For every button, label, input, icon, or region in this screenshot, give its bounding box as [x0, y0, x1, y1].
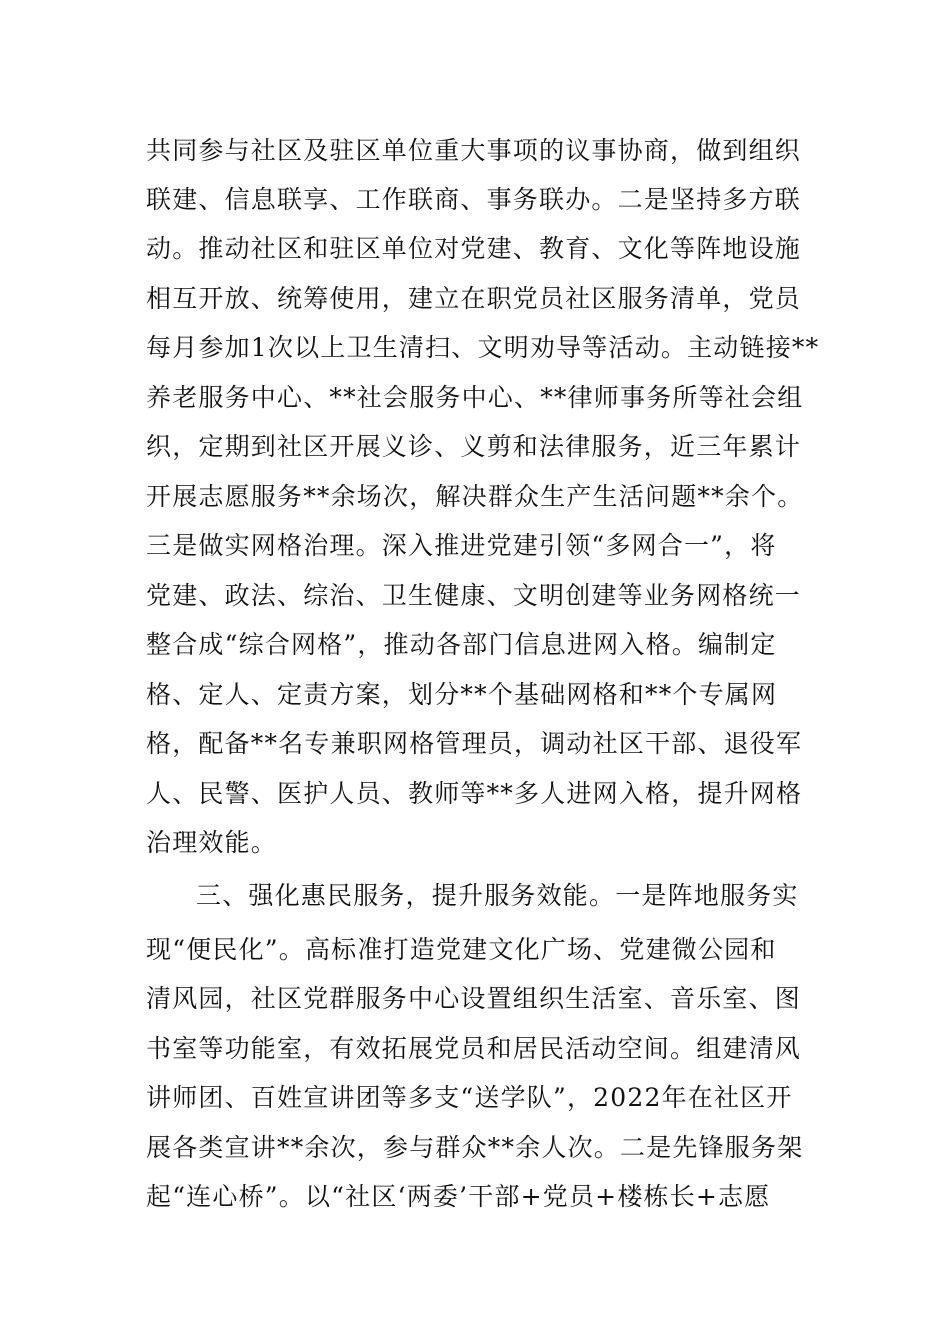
- text-line: 动。推动社区和驻区单位对党建、教育、文化等阵地设施: [146, 234, 802, 263]
- text-line: 清风园，社区党群服务中心设置组织生活室、音乐室、图: [146, 984, 802, 1013]
- text-line: 织，定期到社区开展义诊、义剪和法律服务，近三年累计: [146, 432, 802, 461]
- text-line: 书室等功能室，有效拓展党员和居民活动空间。组建清风: [146, 1034, 802, 1063]
- text-line: 相互开放、统筹使用，建立在职党员社区服务清单，党员: [146, 284, 802, 313]
- text-line: 每月参加1次以上卫生清扫、文明劝导等活动。主动链接**: [146, 333, 820, 362]
- text-line: 养老服务中心、**社会服务中心、**律师事务所等社会组: [146, 383, 804, 412]
- text-line: 开展志愿服务**余场次，解决群众生产生活问题**余个。: [146, 482, 804, 511]
- text-line: 格，配备**名专兼职网格管理员，调动社区干部、退役军: [146, 729, 803, 758]
- text-line: 现“便民化”。高标准打造党建文化广场、党建微公园和: [146, 935, 777, 964]
- text-line: 格、定人、定责方案，划分**个基础网格和**个专属网: [146, 680, 778, 709]
- text-line: 整合成“综合网格”，推动各部门信息进网入格。编制定: [146, 630, 777, 659]
- section-heading-line: 三、强化惠民服务，提升服务效能。一是阵地服务实: [196, 881, 799, 910]
- text-line: 联建、信息联享、工作联商、事务联办。二是坚持多方联: [146, 185, 802, 214]
- text-line: 共同参与社区及驻区单位重大事项的议事协商，做到组织: [146, 136, 802, 165]
- text-line: 人、民警、医护人员、教师等**多人进网入格，提升网格: [146, 779, 803, 808]
- text-line: 起“连心桥”。以“社区‘两委’干部+党员+楼栋长+志愿: [146, 1182, 771, 1211]
- text-line: 治理效能。: [146, 828, 278, 857]
- text-line: 党建、政法、综治、卫生健康、文明创建等业务网格统一: [146, 581, 802, 610]
- text-line: 三是做实网格治理。深入推进党建引领“多网合一”，将: [146, 531, 777, 560]
- text-line: 展各类宣讲**余次，参与群众**余人次。二是先锋服务架: [146, 1133, 804, 1162]
- text-line: 讲师团、百姓宣讲团等多支“送学队”，2022年在社区开: [146, 1083, 793, 1112]
